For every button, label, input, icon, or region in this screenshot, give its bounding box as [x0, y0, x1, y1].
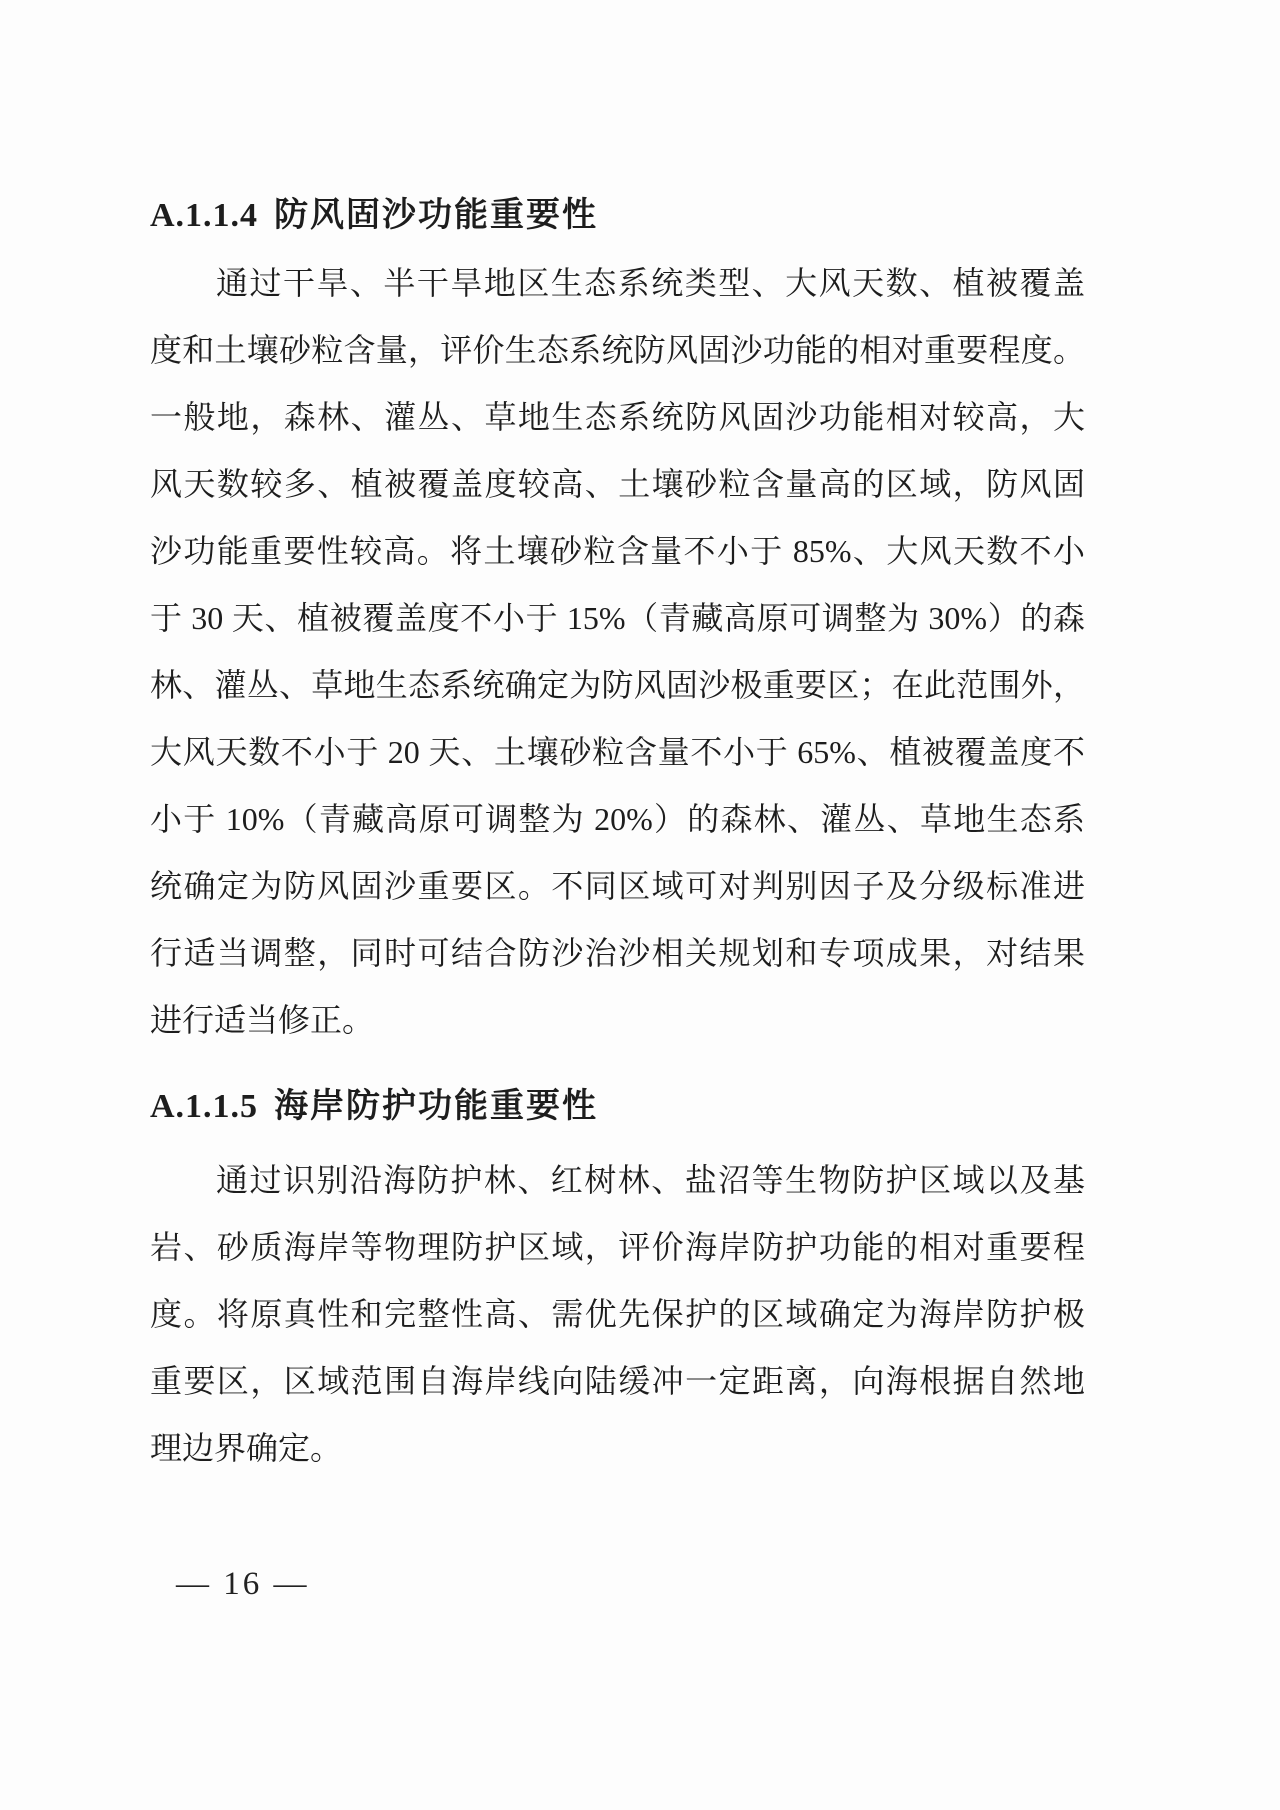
text-line: 重要区，区域范围自海岸线向陆缓冲一定距离，向海根据自然地 — [150, 1363, 1085, 1399]
page-number: — 16 — — [176, 1566, 310, 1602]
text-line: 林、灌丛、草地生态系统确定为防风固沙极重要区；在此范围外， — [150, 667, 1085, 703]
text-line: 度和土壤砂粒含量，评价生态系统防风固沙功能的相对重要程度。 — [150, 332, 1085, 368]
text-line: 风天数较多、植被覆盖度较高、土壤砂粒含量高的区域，防风固 — [150, 466, 1085, 502]
text-line: 大风天数不小于 20 天、土壤砂粒含量不小于 65%、植被覆盖度不 — [150, 734, 1085, 770]
section-number: A.1.1.4 — [150, 197, 259, 234]
section-title: 防风固沙功能重要性 — [274, 196, 599, 234]
text-line: 岩、砂质海岸等物理防护区域，评价海岸防护功能的相对重要程 — [150, 1229, 1085, 1265]
text-line: 度。将原真性和完整性高、需优先保护的区域确定为海岸防护极 — [150, 1296, 1085, 1332]
text-line: 一般地，森林、灌丛、草地生态系统防风固沙功能相对较高，大 — [150, 399, 1085, 435]
paragraph-coastal-protection — [150, 1147, 1085, 1482]
text-line: 沙功能重要性较高。将土壤砂粒含量不小于 85%、大风天数不小 — [150, 533, 1085, 569]
text-line: 小于 10%（青藏高原可调整为 20%）的森林、灌丛、草地生态系 — [150, 801, 1085, 837]
section-number: A.1.1.5 — [150, 1088, 259, 1125]
section-title: 海岸防护功能重要性 — [274, 1087, 599, 1125]
text-line: 理边界确定。 — [150, 1430, 343, 1466]
text-line: 于 30 天、植被覆盖度不小于 15%（青藏高原可调整为 30%）的森 — [150, 600, 1085, 636]
text-line: 通过识别沿海防护林、红树林、盐沼等生物防护区域以及基 — [216, 1162, 1085, 1198]
paragraph-windbreak-sand-fixation — [150, 250, 1085, 1054]
section-heading-a-1-1-5 — [150, 1085, 598, 1128]
text-line: 行适当调整，同时可结合防沙治沙相关规划和专项成果，对结果 — [150, 935, 1085, 971]
section-heading-a-1-1-4 — [150, 194, 598, 237]
text-line: 通过干旱、半干旱地区生态系统类型、大风天数、植被覆盖 — [216, 265, 1085, 301]
text-line: 统确定为防风固沙重要区。不同区域可对判别因子及分级标准进 — [150, 868, 1085, 904]
text-line: 进行适当修正。 — [150, 1002, 375, 1038]
